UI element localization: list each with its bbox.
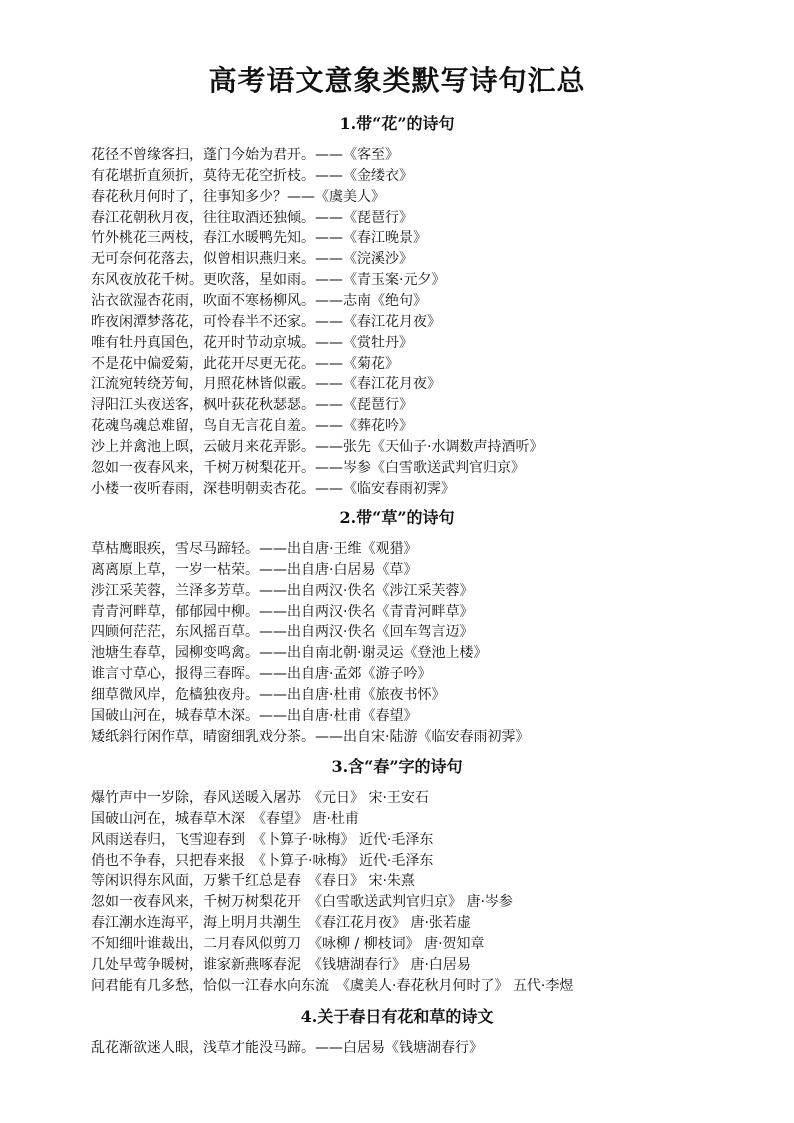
poem-line: 等闲识得东风面，万紫千红总是春 《春日》 宋·朱熹 — [91, 873, 415, 890]
poem-line: 竹外桃花三两枝，春江水暖鸭先知。——《春江晚景》 — [91, 230, 427, 247]
poem-line: 不是花中偏爱菊，此花开尽更无花。——《菊花》 — [91, 355, 399, 372]
poem-line: 几处早莺争暖树，谁家新燕啄春泥 《钱塘湖春行》 唐·白居易 — [91, 956, 471, 973]
section-heading: 4.关于春日有花和草的诗文 — [300, 1007, 494, 1026]
poem-line: 花魂鸟魂总难留，鸟自无言花自羞。——《葬花吟》 — [91, 418, 413, 435]
section-heading: 3.含“春”字的诗句 — [331, 757, 463, 776]
poem-line: 俏也不争春，只把春来报 《卜算子·咏梅》 近代·毛泽东 — [91, 852, 434, 869]
poem-line: 沙上并禽池上暝，云破月来花弄影。——张先《天仙子·水调数声持酒听》 — [91, 438, 544, 455]
poem-line: 浔阳江头夜送客，枫叶荻花秋瑟瑟。——《琵琶行》 — [91, 397, 413, 414]
poem-line: 东风夜放花千树。更吹落，星如雨。——《青玉案·元夕》 — [91, 272, 446, 289]
poem-line: 昨夜闲潭梦落花，可怜春半不还家。——《春江花月夜》 — [91, 313, 441, 330]
poem-line: 四顾何茫茫，东风摇百草。——出自两汉·佚名《回车驾言迈》 — [91, 624, 474, 641]
poem-line: 沾衣欲湿杏花雨，吹面不寒杨柳风。——志南《绝句》 — [91, 292, 427, 309]
poem-line: 乱花渐欲迷人眼，浅草才能没马蹄。——白居易《钱塘湖春行》 — [91, 1040, 483, 1056]
poem-line: 矮纸斜行闲作草，晴窗细乳戏分茶。——出自宋·陆游《临安春雨初霁》 — [91, 728, 530, 745]
poem-line: 爆竹声中一岁除，春风送暖入屠苏 《元日》 宋·王安石 — [91, 790, 429, 806]
poem-line: 涉江采芙蓉，兰泽多芳草。——出自两汉·佚名《涉江采芙蓉》 — [91, 582, 474, 599]
poem-line: 春花秋月何时了，往事知多少？——《虞美人》 — [91, 188, 385, 205]
poem-line: 江流宛转绕芳甸，月照花林皆似霰。——《春江花月夜》 — [91, 376, 441, 393]
poem-line: 不知细叶谁裁出，二月春风似剪刀 《咏柳 / 柳枝词》 唐·贺知章 — [91, 935, 485, 952]
poem-line: 国破山河在，城春草木深。——出自唐·杜甫《春望》 — [91, 707, 418, 724]
poem-line: 无可奈何花落去，似曾相识燕归来。——《浣溪沙》 — [91, 251, 413, 268]
poem-line: 有花堪折直须折，莫待无花空折枝。——《金缕衣》 — [91, 167, 413, 184]
poem-line: 忽如一夜春风来，千树万树梨花开。——岑参《白雪歌送武判官归京》 — [91, 459, 525, 476]
poem-line: 细草微风岸，危樯独夜舟。——出自唐·杜甫《旅夜书怀》 — [91, 686, 446, 703]
poem-line: 春江花朝秋月夜，往往取酒还独倾。——《琵琶行》 — [91, 209, 413, 226]
poem-line: 问君能有几多愁，恰似一江春水向东流 《虞美人·春花秋月何时了》 五代·李煜 — [91, 977, 574, 994]
poem-line: 忽如一夜春风来，千树万树梨花开 《白雪歌送武判官归京》 唐·岑参 — [91, 894, 513, 911]
poem-line: 池塘生春草，园柳变鸣禽。——出自南北朝·谢灵运《登池上楼》 — [91, 645, 488, 662]
poem-line: 花径不曾缘客扫，蓬门今始为君开。——《客至》 — [91, 147, 399, 163]
poem-line: 小楼一夜听春雨，深巷明朝卖杏花。——《临安春雨初霁》 — [91, 480, 455, 497]
poem-line: 谁言寸草心，报得三春晖。——出自唐·孟郊《游子吟》 — [91, 666, 432, 683]
poem-line: 唯有牡丹真国色，花开时节动京城。——《赏牡丹》 — [91, 334, 413, 351]
poem-line: 离离原上草，一岁一枯荣。——出自唐·白居易《草》 — [91, 561, 418, 578]
poem-line: 风雨送春归，飞雪迎春到 《卜算子·咏梅》 近代·毛泽东 — [91, 831, 434, 848]
poem-line: 春江潮水连海平，海上明月共潮生 《春江花月夜》 唐·张若虚 — [91, 915, 471, 932]
poem-line: 青青河畔草，郁郁园中柳。——出自两汉·佚名《青青河畔草》 — [91, 603, 474, 620]
section-heading: 1.带“花”的诗句 — [339, 114, 455, 133]
section-heading: 2.带“草”的诗句 — [339, 508, 455, 527]
poem-line: 国破山河在，城春草木深 《春望》 唐·杜甫 — [91, 810, 359, 827]
poem-line: 草枯鹰眼疾，雪尽马蹄轻。——出自唐·王维《观猎》 — [91, 541, 418, 557]
document-title: 高考语文意象类默写诗句汇总 — [208, 64, 586, 97]
